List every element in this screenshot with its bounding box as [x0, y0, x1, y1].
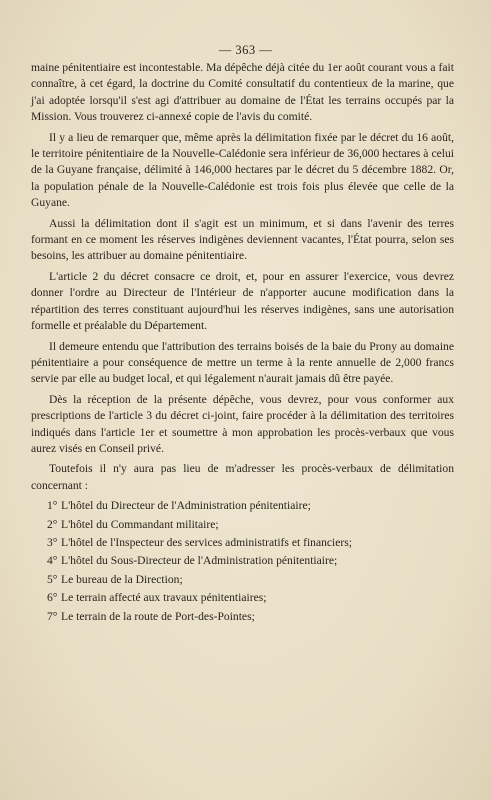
page-number: — 363 —	[218, 43, 273, 57]
list-item	[31, 535, 454, 551]
list-item-number: 4°	[47, 554, 58, 568]
list-item-text: L'hôtel de l'Inspecteur des services administratifs et financiers;	[61, 535, 353, 549]
list-item	[31, 572, 454, 588]
list-item-number: 6°	[47, 591, 58, 605]
paragraph: L'article 2 du décret consacre ce droit, et, pour en assurer l'exercice, vous devrez donner l'ordre au Directeur de l'Intérieur de n'apporter aucune modification dans la répartition des terres constituant aujourd'hui les réserves indigènes, sans une autorisation formelle et préalable du Département.	[31, 269, 454, 333]
list-item	[31, 553, 454, 569]
list-item-number: 7°	[47, 609, 58, 623]
list-item	[31, 609, 454, 625]
list-item-text: L'hôtel du Directeur de l'Administration pénitentiaire;	[61, 499, 311, 513]
list-item-text: Le bureau de la Direction;	[61, 572, 183, 586]
list-item-number: 2°	[47, 517, 58, 531]
list-item	[31, 498, 454, 514]
list-item-number: 3°	[47, 535, 58, 549]
list-item-text: Le terrain de la route de Port-des-Pointes;	[61, 609, 255, 623]
list-item	[31, 590, 454, 606]
list-item-number: 5°	[47, 572, 58, 586]
paragraph: Aussi la délimitation dont il s'agit est un minimum, et si dans l'avenir des terres formant en ce moment les réserves indigènes deviennent vacantes, l'État pourra, selon ses besoins, les attribuer au domaine pénitentiaire.	[31, 216, 454, 263]
paragraph: Toutefois il n'y aura pas lieu de m'adresser les procès-verbaux de délimitation concernant :	[31, 462, 454, 492]
paragraph: maine pénitentiaire est incontestable. Ma dépêche déjà citée du 1er août courant vous a fait connaître, à cet égard, la doctrine du Comité consultatif du contentieux de la marine, que j'ai adoptée lorsqu'il s'est agi d'attribuer au domaine de l'État les terrains occupés par la Mission. Vous trouverez ci-annexé copie de l'avis du comité.	[31, 61, 454, 124]
list-item-number: 1°	[47, 499, 58, 513]
document-body	[31, 60, 454, 627]
enumerated-list	[31, 498, 454, 625]
paragraph: Dès la réception de la présente dépêche, vous devrez, pour vous conformer aux prescriptions de l'article 3 du décret ci-joint, faire procéder à la délimitation des territoires indiqués dans l'article 1er et soumettre à mon approbation les procès-verbaux que vous aurez visés en Conseil privé.	[31, 392, 454, 455]
paragraph: Il y a lieu de remarquer que, même après la délimitation fixée par le décret du 16 août, le territoire pénitentiaire de la Nouvelle-Calédonie sera inférieur de 36,000 hectares à celui de la Guyane française, délimité à 146,000 hectares par le décret du 5 décembre 1882. Or, la population pénale de la Nouvelle-Calédonie est trois fois plus élevée que celle de la Guyane.	[31, 130, 454, 210]
list-item-text: L'hôtel du Sous-Directeur de l'Administration pénitentiaire;	[61, 554, 338, 568]
list-item	[31, 517, 454, 533]
list-item-text: Le terrain affecté aux travaux pénitentiaires;	[61, 591, 267, 605]
list-item-text: L'hôtel du Commandant militaire;	[61, 517, 219, 531]
paragraph: Il demeure entendu que l'attribution des terrains boisés de la baie du Prony au domaine pénitentiaire a pour conséquence de mettre un terme à la rente annuelle de 2,000 francs servie par elle au budget local, et qui légalement n'aurait jamais dû être payée.	[31, 339, 454, 386]
